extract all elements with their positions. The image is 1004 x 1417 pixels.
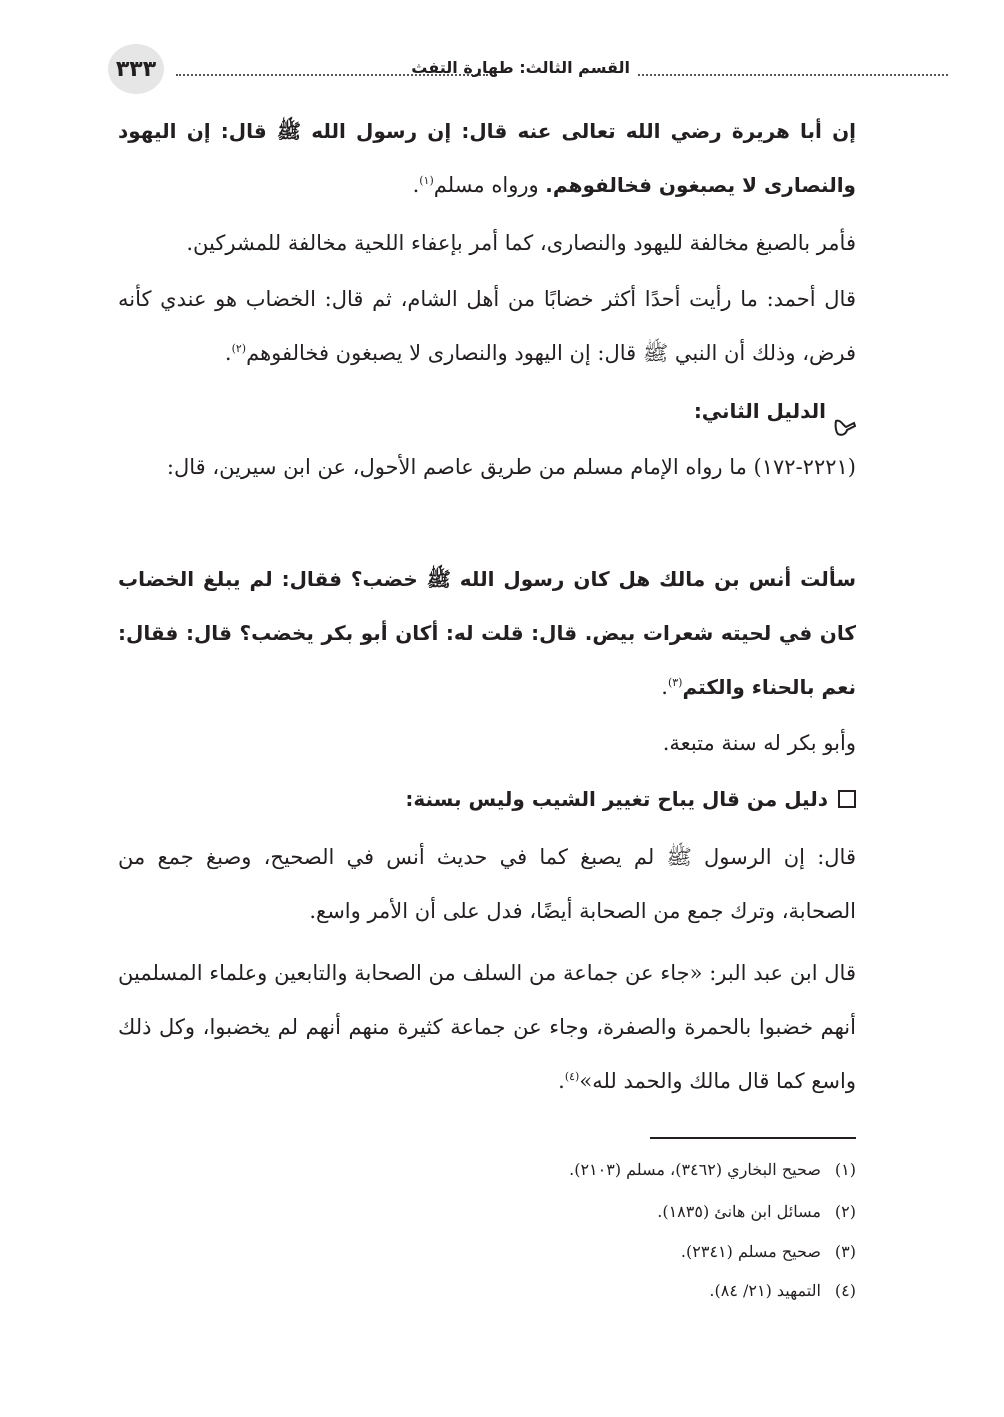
footnote-ref[interactable]: (١) xyxy=(419,174,434,187)
paragraph-hadith-abu-hurairah xyxy=(118,104,856,212)
footnote-ref[interactable]: (٣) xyxy=(667,676,683,689)
hadith-text: سألت أنس بن مالك هل كان رسول الله ﷺ خضب؟ فقال: لم يبلغ الخضاب كان في لحيته شعرات بيض. قال: قلت له: أكان أبو بكر يخضب؟ قال: فقال: نعم بالحناء والكتم xyxy=(118,567,856,699)
footnote-ref[interactable]: (٢) xyxy=(231,342,247,355)
paragraph-dyeing-command xyxy=(118,216,856,270)
heading-text: دليل من قال يباح تغيير الشيب وليس بسنة: xyxy=(405,787,828,811)
page-header xyxy=(108,40,848,100)
paragraph-text: فأمر بالصبغ مخالفة لليهود والنصارى، كما أمر بإعفاء اللحية مخالفة للمشركين. xyxy=(186,231,856,255)
paragraph-text: قال أحمد: ما رأيت أحدًا أكثر خضابًا من أهل الشام، ثم قال: الخضاب هو عندي كأنه فرض، وذلك أن النبي ﷺ قال: إن اليهود والنصارى لا يصبغون فخالفوهم xyxy=(118,287,856,365)
heading-text: الدليل الثاني: xyxy=(693,399,826,423)
footnote-text: التمهيد (٢١/ ٨٤). xyxy=(709,1281,821,1300)
running-header-title: القسم الثالث: طهارة التفث xyxy=(411,58,630,77)
footnote-number: (٣) xyxy=(834,1242,856,1261)
footnote-3 xyxy=(681,1240,856,1264)
footnote-separator xyxy=(650,1137,856,1139)
paragraph-muslim-narration xyxy=(118,440,856,494)
punctuation: . xyxy=(661,675,668,699)
page-number-badge xyxy=(108,44,164,94)
footnote-number: (١) xyxy=(834,1160,856,1179)
footnote-number: (٢) xyxy=(834,1202,856,1221)
punctuation: . xyxy=(558,1069,565,1093)
paragraph-text: قال: إن الرسول ﷺ لم يصبغ كما في حديث أنس في الصحيح، وصبغ جمع من الصحابة، وترك جمع من الصحابة أيضًا، فدل على أن الأمر واسع. xyxy=(118,845,856,923)
footnote-2 xyxy=(657,1200,856,1224)
paragraph-abu-bakr-sunnah xyxy=(118,716,856,770)
section-heading-permissible xyxy=(118,772,856,826)
footnote-text: صحيح البخاري (٣٤٦٢)، مسلم (٢١٠٣). xyxy=(569,1160,821,1179)
hadith-text: إن أبا هريرة رضي الله تعالى عنه قال: إن رسول الله ﷺ قال: إن اليهود والنصارى لا يصبغون فخالفوهم. xyxy=(118,119,856,197)
footnote-text: صحيح مسلم (٢٣٤١). xyxy=(680,1242,821,1261)
paragraph-prophet-did-not-dye xyxy=(118,830,856,938)
paragraph-text: وأبو بكر له سنة متبعة. xyxy=(662,731,856,755)
section-heading-second-evidence xyxy=(118,384,856,438)
paragraph-text: (٢٢٢١-١٧٢) ما رواه الإمام مسلم من طريق عاصم الأحول، عن ابن سيرين، قال: xyxy=(166,455,856,479)
pointing-hand-icon xyxy=(834,403,856,423)
checkbox-square-icon xyxy=(838,790,856,808)
paragraph-text: قال ابن عبد البر: «جاء عن جماعة من السلف من الصحابة والتابعين وعلماء المسلمين أنهم خضبوا بالحمرة والصفرة، وجاء عن جماعة كثيرة منهم أنهم لم يخضبوا، وكل ذلك واسع كما قال مالك والحمد لله» xyxy=(118,961,856,1093)
punctuation: . xyxy=(224,341,232,365)
punctuation: . xyxy=(412,173,420,197)
footnote-text: مسائل ابن هانئ (١٨٣٥). xyxy=(657,1202,821,1221)
paragraph-ibn-abd-al-barr xyxy=(118,946,856,1108)
paragraph-text: ورواه مسلم xyxy=(433,173,546,197)
paragraph-ahmad-quote xyxy=(118,272,856,380)
page-number: ٣٣٣ xyxy=(115,56,157,82)
footnote-4 xyxy=(709,1279,856,1303)
footnote-number: (٤) xyxy=(834,1281,856,1300)
header-dotted-rule-right xyxy=(638,62,948,76)
paragraph-hadith-anas xyxy=(118,552,856,714)
footnote-1 xyxy=(569,1158,856,1182)
footnote-ref[interactable]: (٤) xyxy=(564,1070,580,1083)
